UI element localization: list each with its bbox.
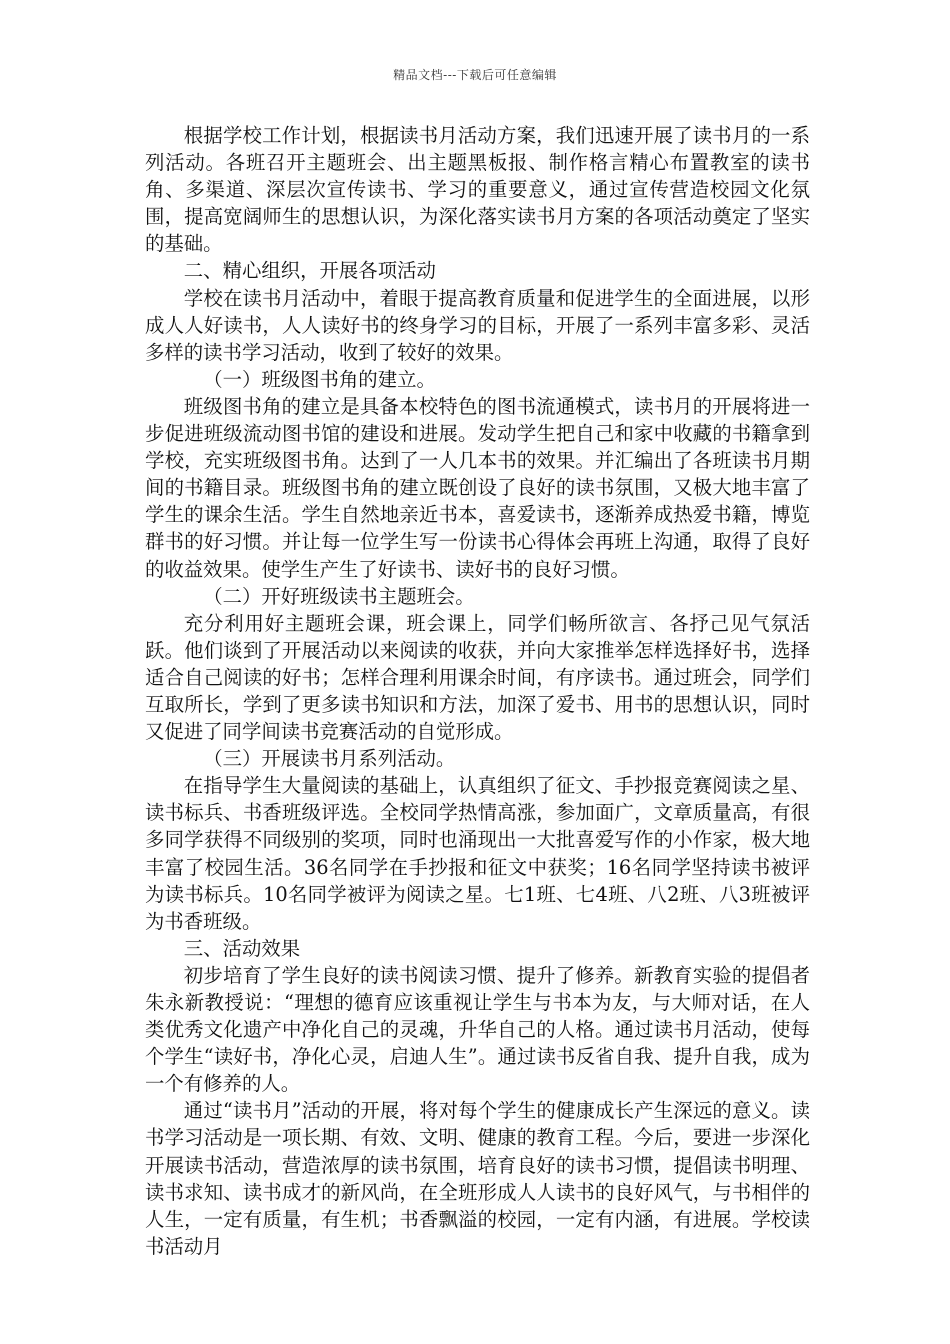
paragraph: 通过“读书月”活动的开展，将对每个学生的健康成长产生深远的意义。读书学习活动是一项长期、有效、文明、健康的教育工程。今后，要进一步深化开展读书活动，营造浓厚的读书氛围，培育良好的读书习惯，提倡读书明理、读书求知、读书成才的新风尚，在全班形成人人读书的良好风气，与书相伴的人生，一定有质量，有生机；书香飘溢的校园，一定有内涵，有进展。学校读书活动月 <box>145 1099 810 1258</box>
paragraph: 充分利用好主题班会课，班会课上，同学们畅所欲言、各抒己见气氛活跃。他们谈到了开展活动以来阅读的收获，并向大家推举怎样选择好书，选择适合自己阅读的好书；怎样合理利用课余时间，有序读书。通过班会，同学们互取所长，学到了更多读书知识和方法，加深了爱书、用书的思想认识，同时又促进了同学间读书竞赛活动的自觉形成。 <box>145 611 810 744</box>
paragraph: 根据学校工作计划，根据读书月活动方案，我们迅速开展了读书月的一系列活动。各班召开主题班会、出主题黑板报、制作格言精心布置教室的读书角、多渠道、深层次宣传读书、学习的重要意义，通过宣传营造校园文化氛围，提高宽阔师生的思想认识，为深化落实读书月方案的各项活动奠定了坚实的基础。 <box>145 124 810 256</box>
paragraph: 初步培育了学生良好的读书阅读习惯、提升了修养。新教育实验的提倡者朱永新教授说：“理想的德育应该重视让学生与书本为友，与大师对话，在人类优秀文化遗产中净化自己的灵魂，升华自己的人格。通过读书月活动，使每个学生“读好书，净化心灵，启迪人生”。通过读书反省自我、提升自我，成为一个有修养的人。 <box>145 963 810 1096</box>
paragraph: 在指导学生大量阅读的基础上，认真组织了征文、手抄报竞赛阅读之星、读书标兵、书香班级评选。全校同学热情高涨，参加面广，文章质量高，有很多同学获得不同级别的奖项，同时也涌现出一大批喜爱写作的小作家，极大地丰富了校园生活。36名同学在手抄报和征文中获奖；16名同学坚持读书被评为读书标兵。10名同学被评为阅读之星。七1班、七4班、八2班、八3班被评为书香班级。 <box>145 774 810 933</box>
subsection-heading: （三）开展读书月系列活动。 <box>203 747 456 771</box>
section-heading: 二、精心组织，开展各项活动 <box>183 259 436 283</box>
document-body <box>145 122 810 1260</box>
paragraph: 班级图书角的建立是具备本校特色的图书流通模式，读书月的开展将进一步促进班级流动图书馆的建设和进展。发动学生把自己和家中收藏的书籍拿到学校，充实班级图书角。达到了一人几本书的效果。并汇编出了各班读书月期间的书籍目录。班级图书角的建立既创设了良好的读书氛围，又极大地丰富了学生的课余生活。学生自然地亲近书本，喜爱读书，逐渐养成热爱书籍，博览群书的好习惯。并让每一位学生写一份读书心得体会再班上沟通，取得了良好的收益效果。使学生产生了好读书、读好书的良好习惯。 <box>145 394 810 581</box>
section-heading: 三、活动效果 <box>183 936 301 960</box>
subsection-heading: （一）班级图书角的建立。 <box>203 367 436 391</box>
subsection-heading: （二）开好班级读书主题班会。 <box>203 584 475 608</box>
page-header: 精品文档---下载后可任意编辑 <box>393 68 557 82</box>
paragraph: 学校在读书月活动中，着眼于提高教育质量和促进学生的全面进展，以形成人人好读书，人人读好书的终身学习的目标，开展了一系列丰富多彩、灵活多样的读书学习活动，收到了较好的效果。 <box>145 286 810 364</box>
